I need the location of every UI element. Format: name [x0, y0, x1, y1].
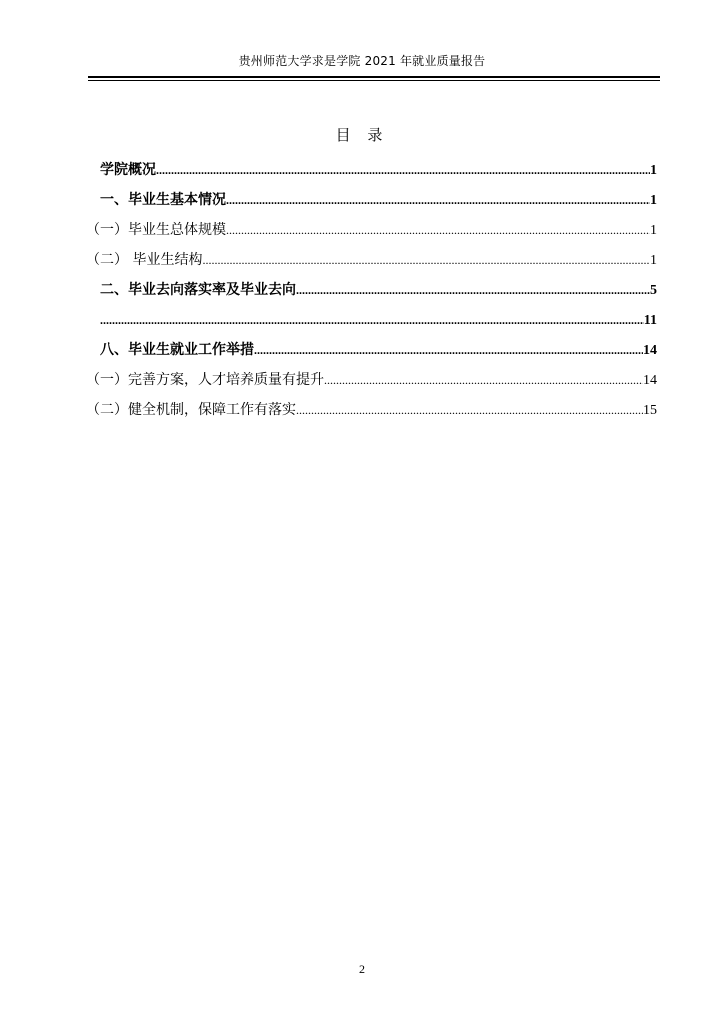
toc-leader — [296, 279, 650, 301]
toc-entry-page: 1 — [650, 163, 657, 178]
toc-entry-page: 5 — [650, 283, 657, 298]
toc-entry-text: 八、毕业生就业工作举措 — [100, 342, 254, 358]
toc-entry[interactable] — [100, 339, 657, 361]
toc-entry-page: 14 — [643, 343, 657, 358]
toc-entry-text: （二） 毕业生结构 — [86, 252, 203, 268]
toc-entry-text: 二、毕业去向落实率及毕业去向 — [100, 282, 296, 298]
toc-leader — [202, 249, 650, 271]
toc-entry-page: 1 — [650, 253, 657, 268]
toc-entry-text: 学院概况 — [100, 162, 156, 178]
toc-entry-text: 一、毕业生基本情况 — [100, 192, 226, 208]
header-rule-thick — [88, 76, 660, 78]
toc-entry-page: 15 — [643, 403, 657, 418]
toc-entry[interactable] — [100, 309, 657, 331]
toc-entry[interactable] — [100, 159, 657, 181]
toc-leader — [324, 369, 643, 391]
toc-entry[interactable] — [86, 249, 657, 271]
toc-entry[interactable] — [86, 219, 657, 241]
toc-title: 目 录 — [335, 126, 389, 144]
toc-entry[interactable] — [86, 369, 657, 391]
page-number: 2 — [359, 962, 365, 976]
toc-entry-text: （二）健全机制，保障工作有落实 — [86, 402, 296, 418]
page-header: 贵州师范大学求是学院 2021 年就业质量报告 — [238, 54, 486, 68]
toc-leader — [156, 159, 650, 181]
toc-leader — [296, 399, 643, 421]
toc-entry-text: （一）毕业生总体规模 — [86, 222, 226, 238]
toc-leader — [226, 219, 650, 241]
toc-leader — [226, 189, 650, 211]
toc-entry[interactable] — [86, 399, 657, 421]
toc-entry-page: 1 — [650, 223, 657, 238]
toc-leader — [100, 309, 644, 331]
toc-entry-page: 1 — [650, 193, 657, 208]
toc-entry-page: 11 — [643, 313, 657, 328]
toc-leader — [254, 339, 643, 361]
toc-entry[interactable] — [100, 189, 657, 211]
toc-entry[interactable] — [100, 279, 657, 301]
toc-entry-text: （一）完善方案，人才培养质量有提升 — [86, 372, 324, 388]
toc-entry-page: 14 — [643, 373, 657, 388]
header-rule-thin — [88, 80, 660, 81]
